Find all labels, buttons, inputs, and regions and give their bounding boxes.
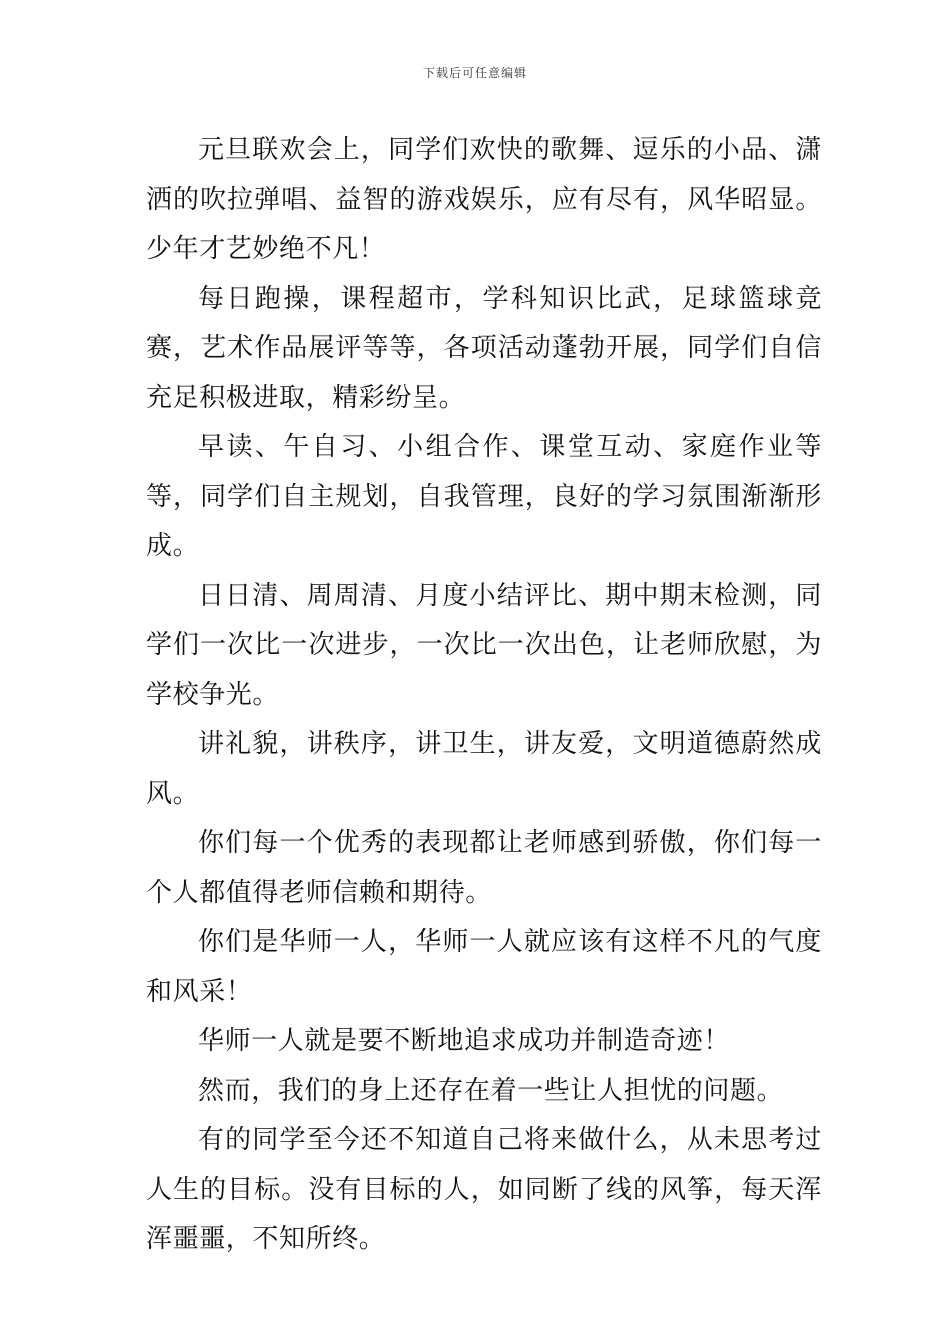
paragraph: 你们每一个优秀的表现都让老师感到骄傲，你们每一个人都值得老师信赖和期待。: [146, 828, 822, 908]
paragraph: 有的同学至今还不知道自己将来做什么，从未思考过人生的目标。没有目标的人，如同断了线的风筝，每天浑浑噩噩，不知所终。: [146, 1125, 822, 1254]
paragraph: 日日清、周周清、月度小结评比、期中期末检测，同学们一次比一次进步，一次比一次出色，让老师欣慰，为学校争光。: [146, 580, 822, 710]
paragraph: 华师一人就是要不断地追求成功并制造奇迹！: [198, 1026, 731, 1056]
paragraph: 然而，我们的身上还存在着一些让人担忧的问题。: [198, 1075, 784, 1106]
paragraph: 元旦联欢会上，同学们欢快的歌舞、逗乐的小品、潇洒的吹拉弹唱、益智的游戏娱乐，应有尽有，风华昭显。少年才艺妙绝不凡！: [146, 135, 822, 264]
paragraph: 每日跑操，课程超市，学科知识比武，足球篮球竞赛，艺术作品展评等等，各项活动蓬勃开展，同学们自信充足积极进取，精彩纷呈。: [146, 283, 822, 413]
paragraph: 讲礼貌，讲秩序，讲卫生，讲友爱，文明道德蔚然成风。: [146, 729, 822, 809]
paragraph: 早读、午自习、小组合作、课堂互动、家庭作业等等，同学们自主规划，自我管理，良好的学习氛围渐渐形成。: [146, 432, 822, 561]
paragraph: 你们是华师一人，华师一人就应该有这样不凡的气度和风采！: [146, 927, 822, 1007]
document-body: [146, 126, 822, 1265]
page-header: 下载后可任意编辑: [422, 66, 527, 80]
